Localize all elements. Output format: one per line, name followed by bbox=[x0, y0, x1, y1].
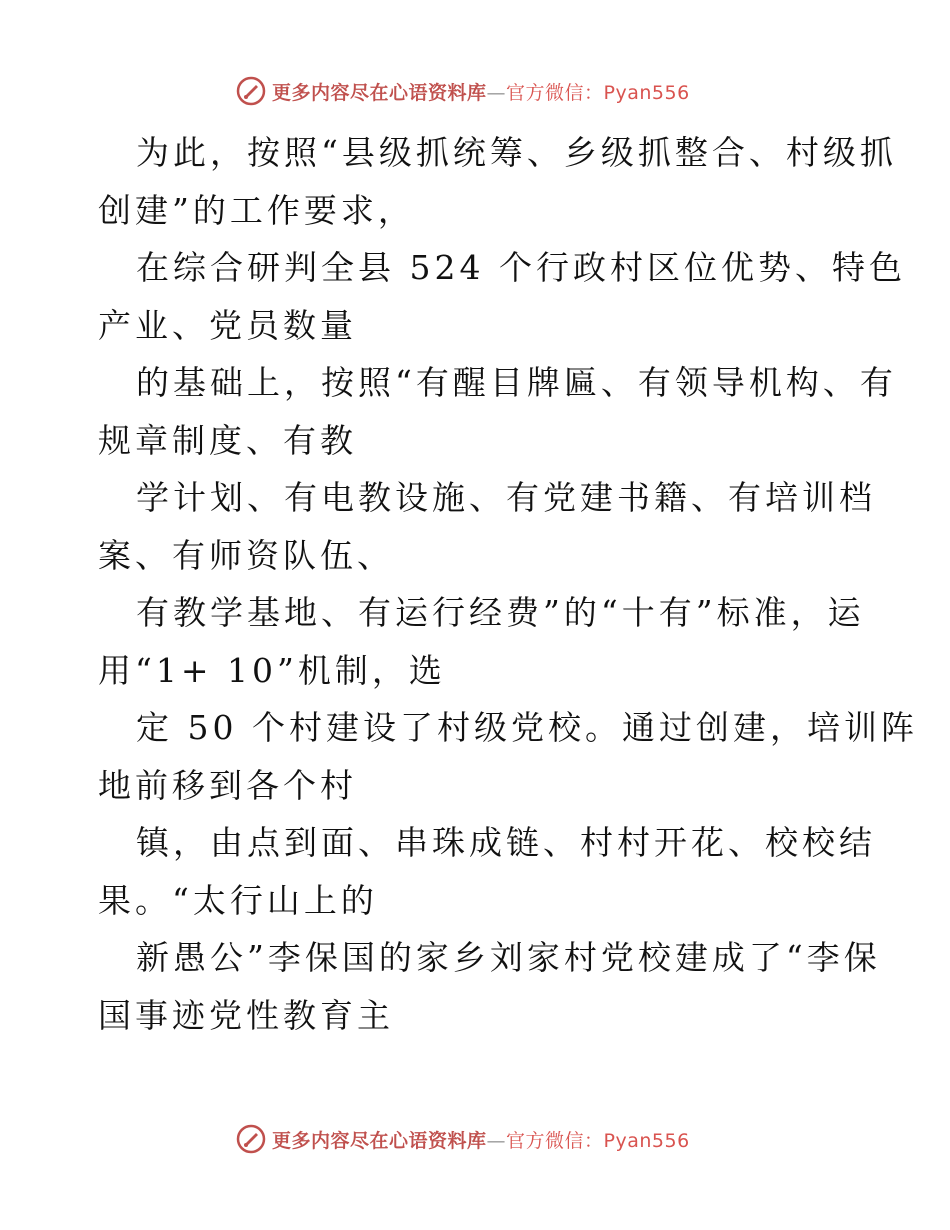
paragraph bbox=[98, 814, 876, 929]
paragraph-line: 镇，由点到面、串珠成链、村村开花、校校结 bbox=[136, 823, 876, 862]
pen-logo-icon bbox=[236, 1124, 266, 1154]
paragraph bbox=[98, 584, 865, 699]
pen-logo-icon bbox=[236, 76, 266, 106]
paragraph bbox=[98, 239, 906, 354]
paragraph bbox=[98, 469, 876, 584]
paragraph-line: 规章制度、有教 bbox=[98, 420, 357, 460]
footer-banner-dash: — bbox=[486, 1129, 507, 1152]
paragraph-line: 定 50 个村建设了村级党校。通过创建，培训阵 bbox=[136, 708, 918, 747]
paragraph-line: 有教学基地、有运行经费”的“十有”标准，运 bbox=[136, 593, 865, 632]
footer-banner-tail: 官方微信：Pyan556 bbox=[506, 1129, 690, 1152]
header-banner-dash: — bbox=[486, 81, 507, 104]
footer-banner-text bbox=[272, 1126, 690, 1153]
paragraph bbox=[98, 699, 918, 814]
footer-banner bbox=[236, 1122, 690, 1156]
paragraph-line: 新愚公”李保国的家乡刘家村党校建成了“李保 bbox=[136, 938, 881, 977]
header-banner-tail: 官方微信：Pyan556 bbox=[506, 81, 690, 104]
header-banner-lead: 更多内容尽在心语资料库 bbox=[272, 81, 487, 104]
paragraph bbox=[98, 929, 881, 1044]
paragraph bbox=[98, 354, 897, 469]
footer-banner-lead: 更多内容尽在心语资料库 bbox=[272, 1129, 487, 1152]
paragraph-line: 产业、党员数量 bbox=[98, 305, 357, 345]
paragraph bbox=[98, 124, 897, 239]
paragraph-line: 的基础上，按照“有醒目牌匾、有领导机构、有 bbox=[136, 363, 897, 402]
paragraph-line: 地前移到各个村 bbox=[98, 765, 357, 805]
paragraph-line: 在综合研判全县 524 个行政村区位优势、特色 bbox=[136, 248, 906, 287]
paragraph-line: 果。“太行山上的 bbox=[98, 880, 378, 920]
header-banner-text bbox=[272, 78, 690, 105]
paragraph-line: 用“1+ 10”机制，选 bbox=[98, 650, 446, 690]
header-banner bbox=[236, 74, 690, 108]
paragraph-line: 创建”的工作要求， bbox=[98, 190, 415, 230]
paragraph-line: 为此，按照“县级抓统筹、乡级抓整合、村级抓 bbox=[136, 133, 897, 172]
paragraph-line: 学计划、有电教设施、有党建书籍、有培训档 bbox=[136, 478, 876, 517]
paragraph-line: 案、有师资队伍、 bbox=[98, 535, 394, 575]
document-body bbox=[98, 124, 918, 1044]
paragraph-line: 国事迹党性教育主 bbox=[98, 995, 394, 1035]
